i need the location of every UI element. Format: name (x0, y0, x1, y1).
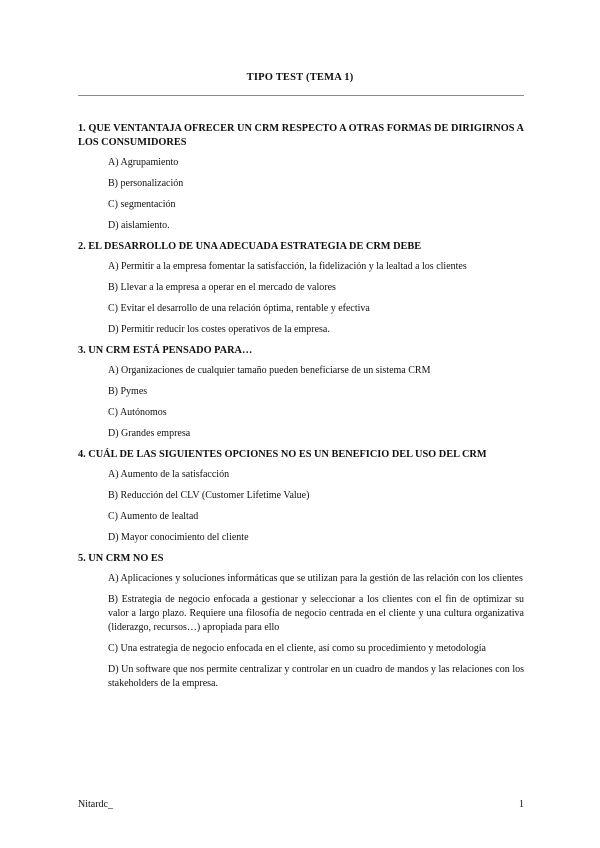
option-c: C) Evitar el desarrollo de una relación óptima, rentable y efectiva (108, 303, 370, 314)
question-title: 2. EL DESARROLLO DE UNA ADECUADA ESTRATEGIA DE CRM DEBE (78, 241, 422, 252)
question-5 (78, 552, 524, 691)
option-c: C) Una estrategia de negocio enfocada en el cliente, así como su procedimiento y metodología (108, 643, 486, 654)
option-b: B) personalización (108, 178, 184, 189)
option-b: B) Reducción del CLV (Customer Lifetime Value) (108, 490, 310, 501)
option-a: A) Organizaciones de cualquier tamaño pueden beneficiarse de un sistema CRM (108, 365, 431, 376)
question-title: 3. UN CRM ESTÁ PENSADO PARA… (78, 345, 253, 356)
question-list (78, 122, 524, 698)
question-1 (78, 122, 524, 233)
option-a: A) Permitir a la empresa fomentar la satisfacción, la fidelización y la lealtad a los clientes (108, 261, 467, 272)
option-c: C) Autónomos (108, 407, 167, 418)
option-b: B) Llevar a la empresa a operar en el mercado de valores (108, 282, 336, 293)
question-3 (78, 344, 524, 441)
footer-author: Nitardc_ (78, 799, 113, 810)
question-4 (78, 448, 524, 545)
document-title: TIPO TEST (TEMA 1) (246, 72, 354, 83)
question-2 (78, 240, 524, 337)
option-a: A) Aplicaciones y soluciones informáticas que se utilizan para la gestión de las relación con los clientes (108, 573, 523, 584)
title-divider (78, 95, 524, 96)
option-c: C) segmentación (108, 199, 176, 210)
option-d: D) Un software que nos permite centralizar y controlar en un cuadro de mandos y las relaciones con los stakeholders de la empresa. (108, 664, 524, 689)
option-d: D) aislamiento. (108, 220, 170, 231)
question-title: 5. UN CRM NO ES (78, 553, 164, 564)
option-b: B) Pymes (108, 386, 148, 397)
option-a: A) Aumento de la satisfacción (108, 469, 230, 480)
option-d: D) Grandes empresa (108, 428, 191, 439)
option-c: C) Aumento de lealtad (108, 511, 199, 522)
page-number: 1 (519, 799, 524, 810)
question-title: 1. QUE VENTANTAJA OFRECER UN CRM RESPECTO A OTRAS FORMAS DE DIRIGIRNOS A LOS CONSUMIDORES (78, 123, 524, 148)
option-d: D) Mayor conocimiento del cliente (108, 532, 249, 543)
option-b: B) Estrategia de negocio enfocada a gestionar y seleccionar a los clientes con el fin de optimizar su valor a largo plazo. Requiere una filosofía de negocio centrada en el cliente y una cultura organizativa (liderazgo, recursos…) apropiada para ello (108, 594, 524, 633)
option-d: D) Permitir reducir los costes operativos de la empresa. (108, 324, 330, 335)
option-a: A) Agrupamiento (108, 157, 179, 168)
question-title: 4. CUÁL DE LAS SIGUIENTES OPCIONES NO ES UN BENEFICIO DEL USO DEL CRM (78, 449, 487, 460)
